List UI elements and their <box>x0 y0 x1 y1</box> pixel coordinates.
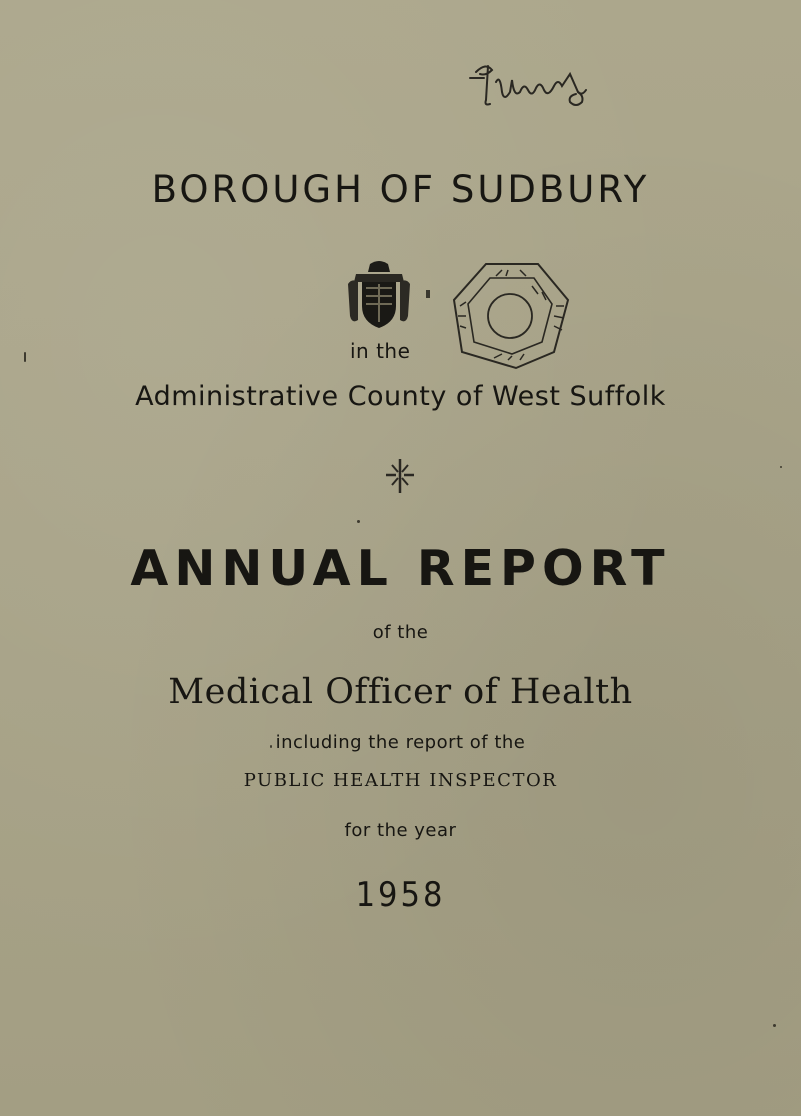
paper-speck <box>780 466 782 468</box>
handwritten-signature <box>466 52 606 122</box>
paper-speck <box>24 352 26 362</box>
paper-speck <box>773 1024 776 1027</box>
in-the-text: in the <box>350 339 411 363</box>
officer-title: Medical Officer of Health <box>168 672 633 712</box>
ornament-icon <box>384 457 416 495</box>
of-the-text: of the <box>372 622 429 643</box>
paper-speck <box>357 520 360 523</box>
coat-of-arms-icon <box>344 258 414 330</box>
inspector-title: PUBLIC HEALTH INSPECTOR <box>243 770 558 791</box>
paper-speck <box>270 745 272 748</box>
for-the-year-text: for the year <box>344 820 457 841</box>
borough-title: BOROUGH OF SUDBURY <box>151 168 650 211</box>
stray-mark <box>426 290 430 298</box>
report-year: 1958 <box>355 875 446 915</box>
report-title: ANNUAL REPORT <box>130 540 671 597</box>
county-line: Administrative County of West Suffolk <box>135 381 666 412</box>
including-text: including the report of the <box>275 732 526 753</box>
library-stamp-icon <box>446 256 576 374</box>
